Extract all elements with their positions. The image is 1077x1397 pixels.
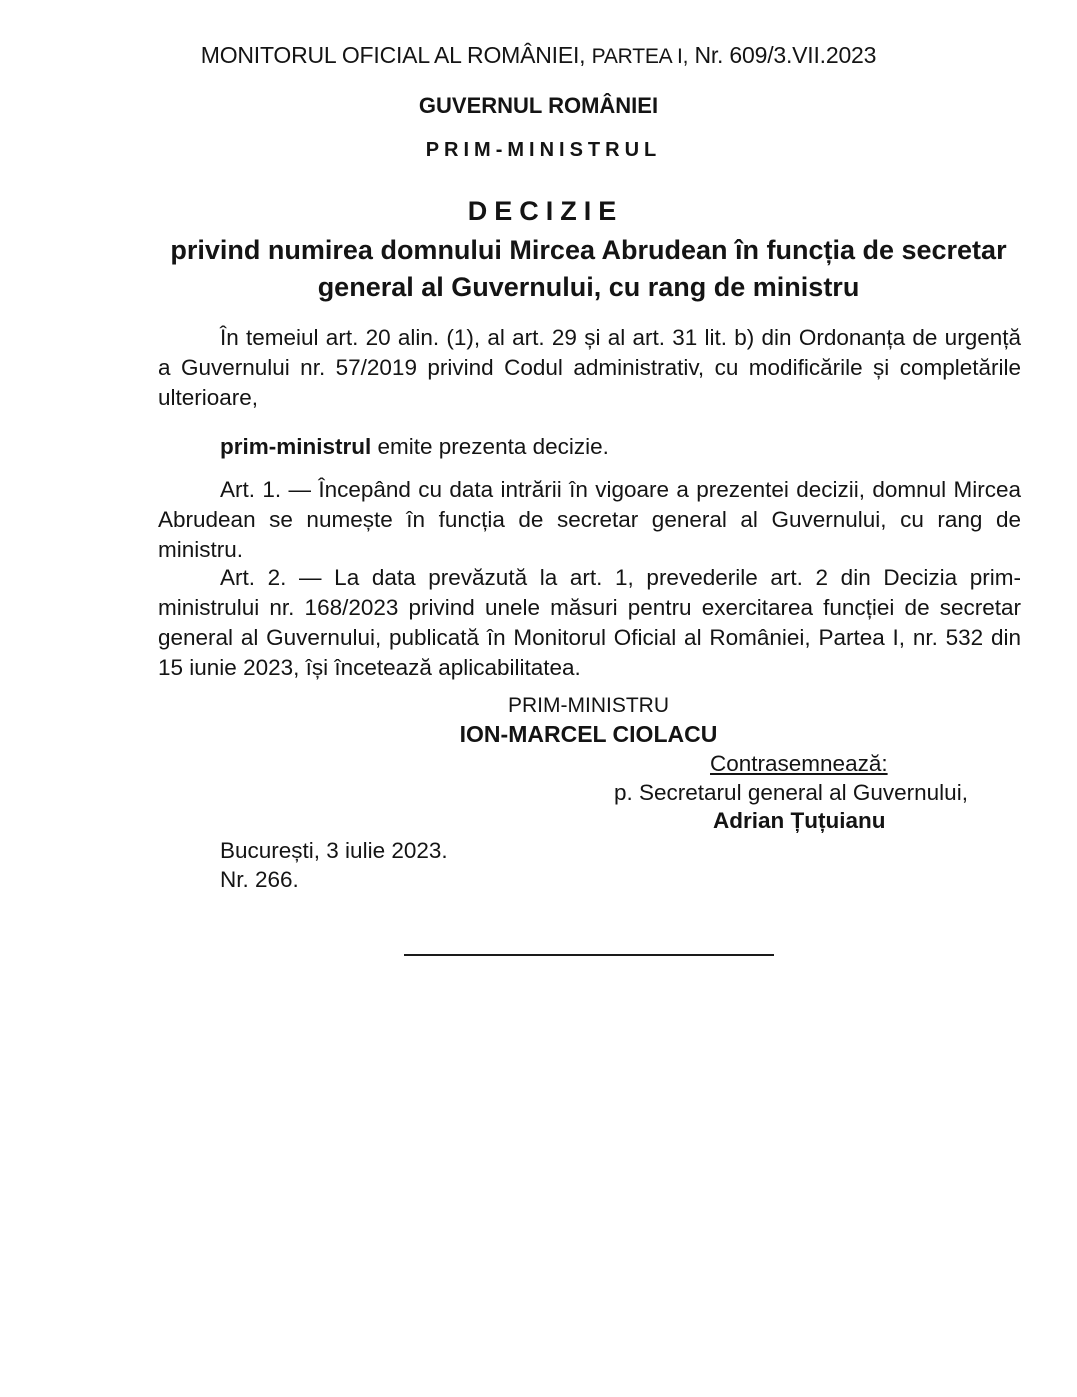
emite-subject: prim-ministrul [220,434,372,459]
document-title: privind numirea domnului Mircea Abrudean în funcția de secretar general al Guvernului, cu rang de ministru [170,235,1007,302]
countersign-role: p. Secretarul general al Guvernului, [614,780,968,805]
place-and-date: București, 3 iulie 2023. [220,838,448,863]
gazette-header [0,42,1077,69]
countersign-label: Contrasemnează: [710,751,888,776]
gazette-part: PARTEA I, [591,45,689,68]
preamble-paragraph: În temeiul art. 20 alin. (1), al art. 29 și al art. 31 lit. b) din Ordonanța de urgență a Guvernului nr. 57/2019 privind Codul administrativ, cu modificările și completările ulterioare, [158,325,1021,410]
issuer-government: GUVERNUL ROMÂNIEI [418,93,659,118]
emite-rest: emite prezenta decizie. [371,434,609,459]
decision-number: Nr. 266. [220,867,299,892]
gazette-publication: MONITORUL OFICIAL AL ROMÂNIEI, [200,42,586,68]
gazette-issue: Nr. 609/3.VII.2023 [694,42,877,68]
article-1: Art. 1. — Începând cu data intrării în vigoare a prezentei decizii, domnul Mircea Abrudean se numește în funcția de secretar general al Guvernului, cu rang de ministru. [158,477,1021,562]
emite-paragraph [158,432,1021,462]
signatory-name: ION-MARCEL CIOLACU [459,721,718,747]
countersign-name: Adrian Țuțuianu [713,808,886,833]
article-2: Art. 2. — La data prevăzută la art. 1, prevederile art. 2 din Decizia prim-ministrului nr. 168/2023 privind unele măsuri pentru exercitarea funcției de secretar general al Guvernului, publicată în Monitorul Oficial al României, Partea I, nr. 532 din 15 iunie 2023, își încetează aplicabilitatea. [158,565,1021,680]
signatory-role: PRIM-MINISTRU [508,694,669,717]
issuer-office: PRIM-MINISTRUL [425,139,662,161]
document-type: DECIZIE [467,196,624,226]
end-divider [404,954,774,956]
